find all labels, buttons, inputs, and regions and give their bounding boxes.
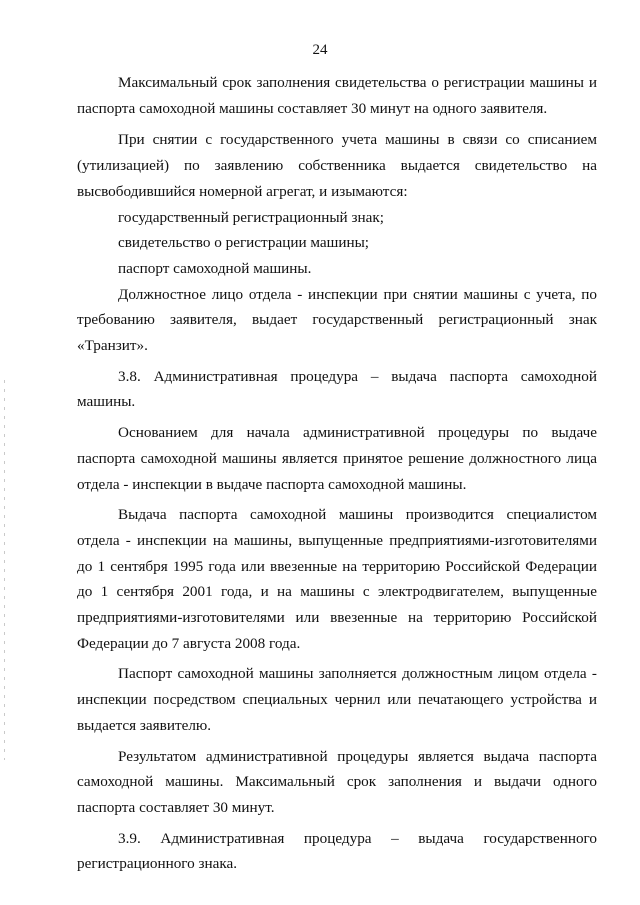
list-item-reg-certificate: свидетельство о регистрации машины; bbox=[118, 234, 370, 252]
paragraph-deregistration: При снятии с государственного учета машины в связи со списанием (утилизацией) по заявлению собственника выдается свидетельство на высвободившийся номерной агрегат, и изымаются: bbox=[77, 131, 597, 200]
list-item-passport: паспорт самоходной машины. bbox=[118, 259, 312, 277]
document-body bbox=[77, 70, 597, 877]
paragraph-basis-for-procedure: Основанием для начала административной процедуры по выдаче паспорта самоходной машины является принятое решение должностного лица отдела - инспекции в выдаче паспорта самоходной машины. bbox=[77, 424, 597, 493]
list-item-reg-sign: государственный регистрационный знак; bbox=[118, 208, 384, 226]
paragraph-max-fill-time: Максимальный срок заполнения свидетельства о регистрации машины и паспорта самоходной машины составляет 30 минут на одного заявителя. bbox=[77, 74, 597, 117]
page-number: 24 bbox=[312, 42, 328, 58]
paragraph-passport-issuance: Выдача паспорта самоходной машины производится специалистом отдела - инспекции на машины, выпущенные предприятиями-изготовителями до 1 сентября 1995 года или ввезенные на территорию Российской Федерации до 1 сентября 2001 года, и на машины с электродвигателем, выпущенные предприятиями-изготовителями или ввезенные на территорию Российской Федерации до 7 августа 2008 года. bbox=[77, 506, 597, 652]
paragraph-passport-filling: Паспорт самоходной машины заполняется должностным лицом отдела - инспекции посредством специальных чернил или печатающего устройства и выдается заявителю. bbox=[77, 665, 597, 734]
section-heading-3-8: 3.8. Административная процедура – выдача паспорта самоходной машины. bbox=[77, 367, 597, 411]
scan-edge-marks bbox=[4, 380, 5, 760]
paragraph-transit-sign: Должностное лицо отдела - инспекции при снятии машины с учета, по требованию заявителя, выдает государственный регистрационный знак «Транзит». bbox=[77, 285, 597, 355]
paragraph-procedure-result: Результатом административной процедуры является выдача паспорта самоходной машины. Максимальный срок заполнения и выдачи одного паспорта составляет 30 минут. bbox=[77, 747, 597, 816]
section-heading-3-9: 3.9. Административная процедура – выдача государственного регистрационного знака. bbox=[77, 829, 597, 873]
